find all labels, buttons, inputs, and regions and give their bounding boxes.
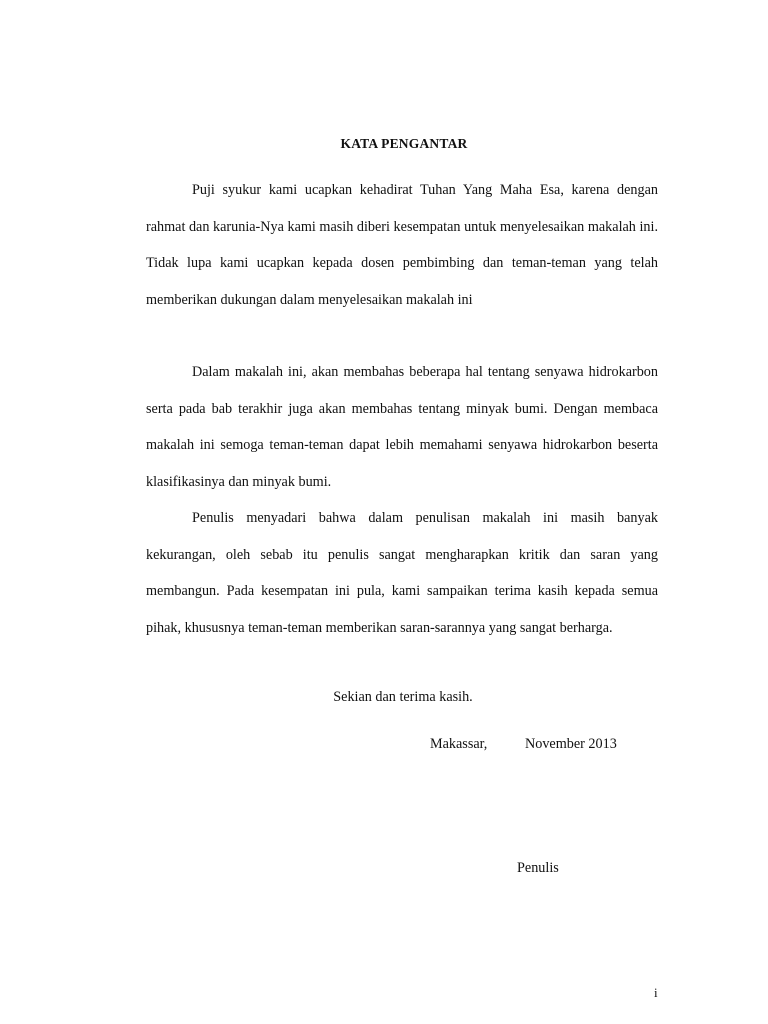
closing-text: Sekian dan terima kasih. [333,689,473,705]
date-text: November 2013 [525,736,617,752]
signature-name: Penulis [517,860,559,876]
place-text: Makassar, [430,736,488,752]
place-date-line [430,736,617,753]
paragraph-acknowledgement: Penulis menyadari bahwa dalam penulisan makalah ini masih banyak kekurangan, oleh sebab itu penulis sangat mengharapkan kritik dan saran yang membangun. Pada kesempatan ini pula, kami sampaikan terima kasih kepada semua pihak, khususnya teman-teman memberikan saran-sarannya yang sangat berharga. [146,510,658,637]
page-title: KATA PENGANTAR [340,136,468,151]
page-number: i [654,985,658,1000]
paragraph-intro: Puji syukur kami ucapkan kehadirat Tuhan Yang Maha Esa, karena dengan rahmat dan karunia-Nya kami masih diberi kesempatan untuk menyelesaikan makalah ini. Tidak lupa kami ucapkan kepada dosen pembimbing dan teman-teman yang telah memberikan dukungan dalam menyelesaikan makalah ini [146,182,658,309]
paragraph-content: Dalam makalah ini, akan membahas beberapa hal tentang senyawa hidrokarbon serta pada bab terakhir juga akan membahas tentang minyak bumi. Dengan membaca makalah ini semoga teman-teman dapat lebih memahami senyawa hidrokarbon beserta klasifikasinya dan minyak bumi. [146,364,658,491]
